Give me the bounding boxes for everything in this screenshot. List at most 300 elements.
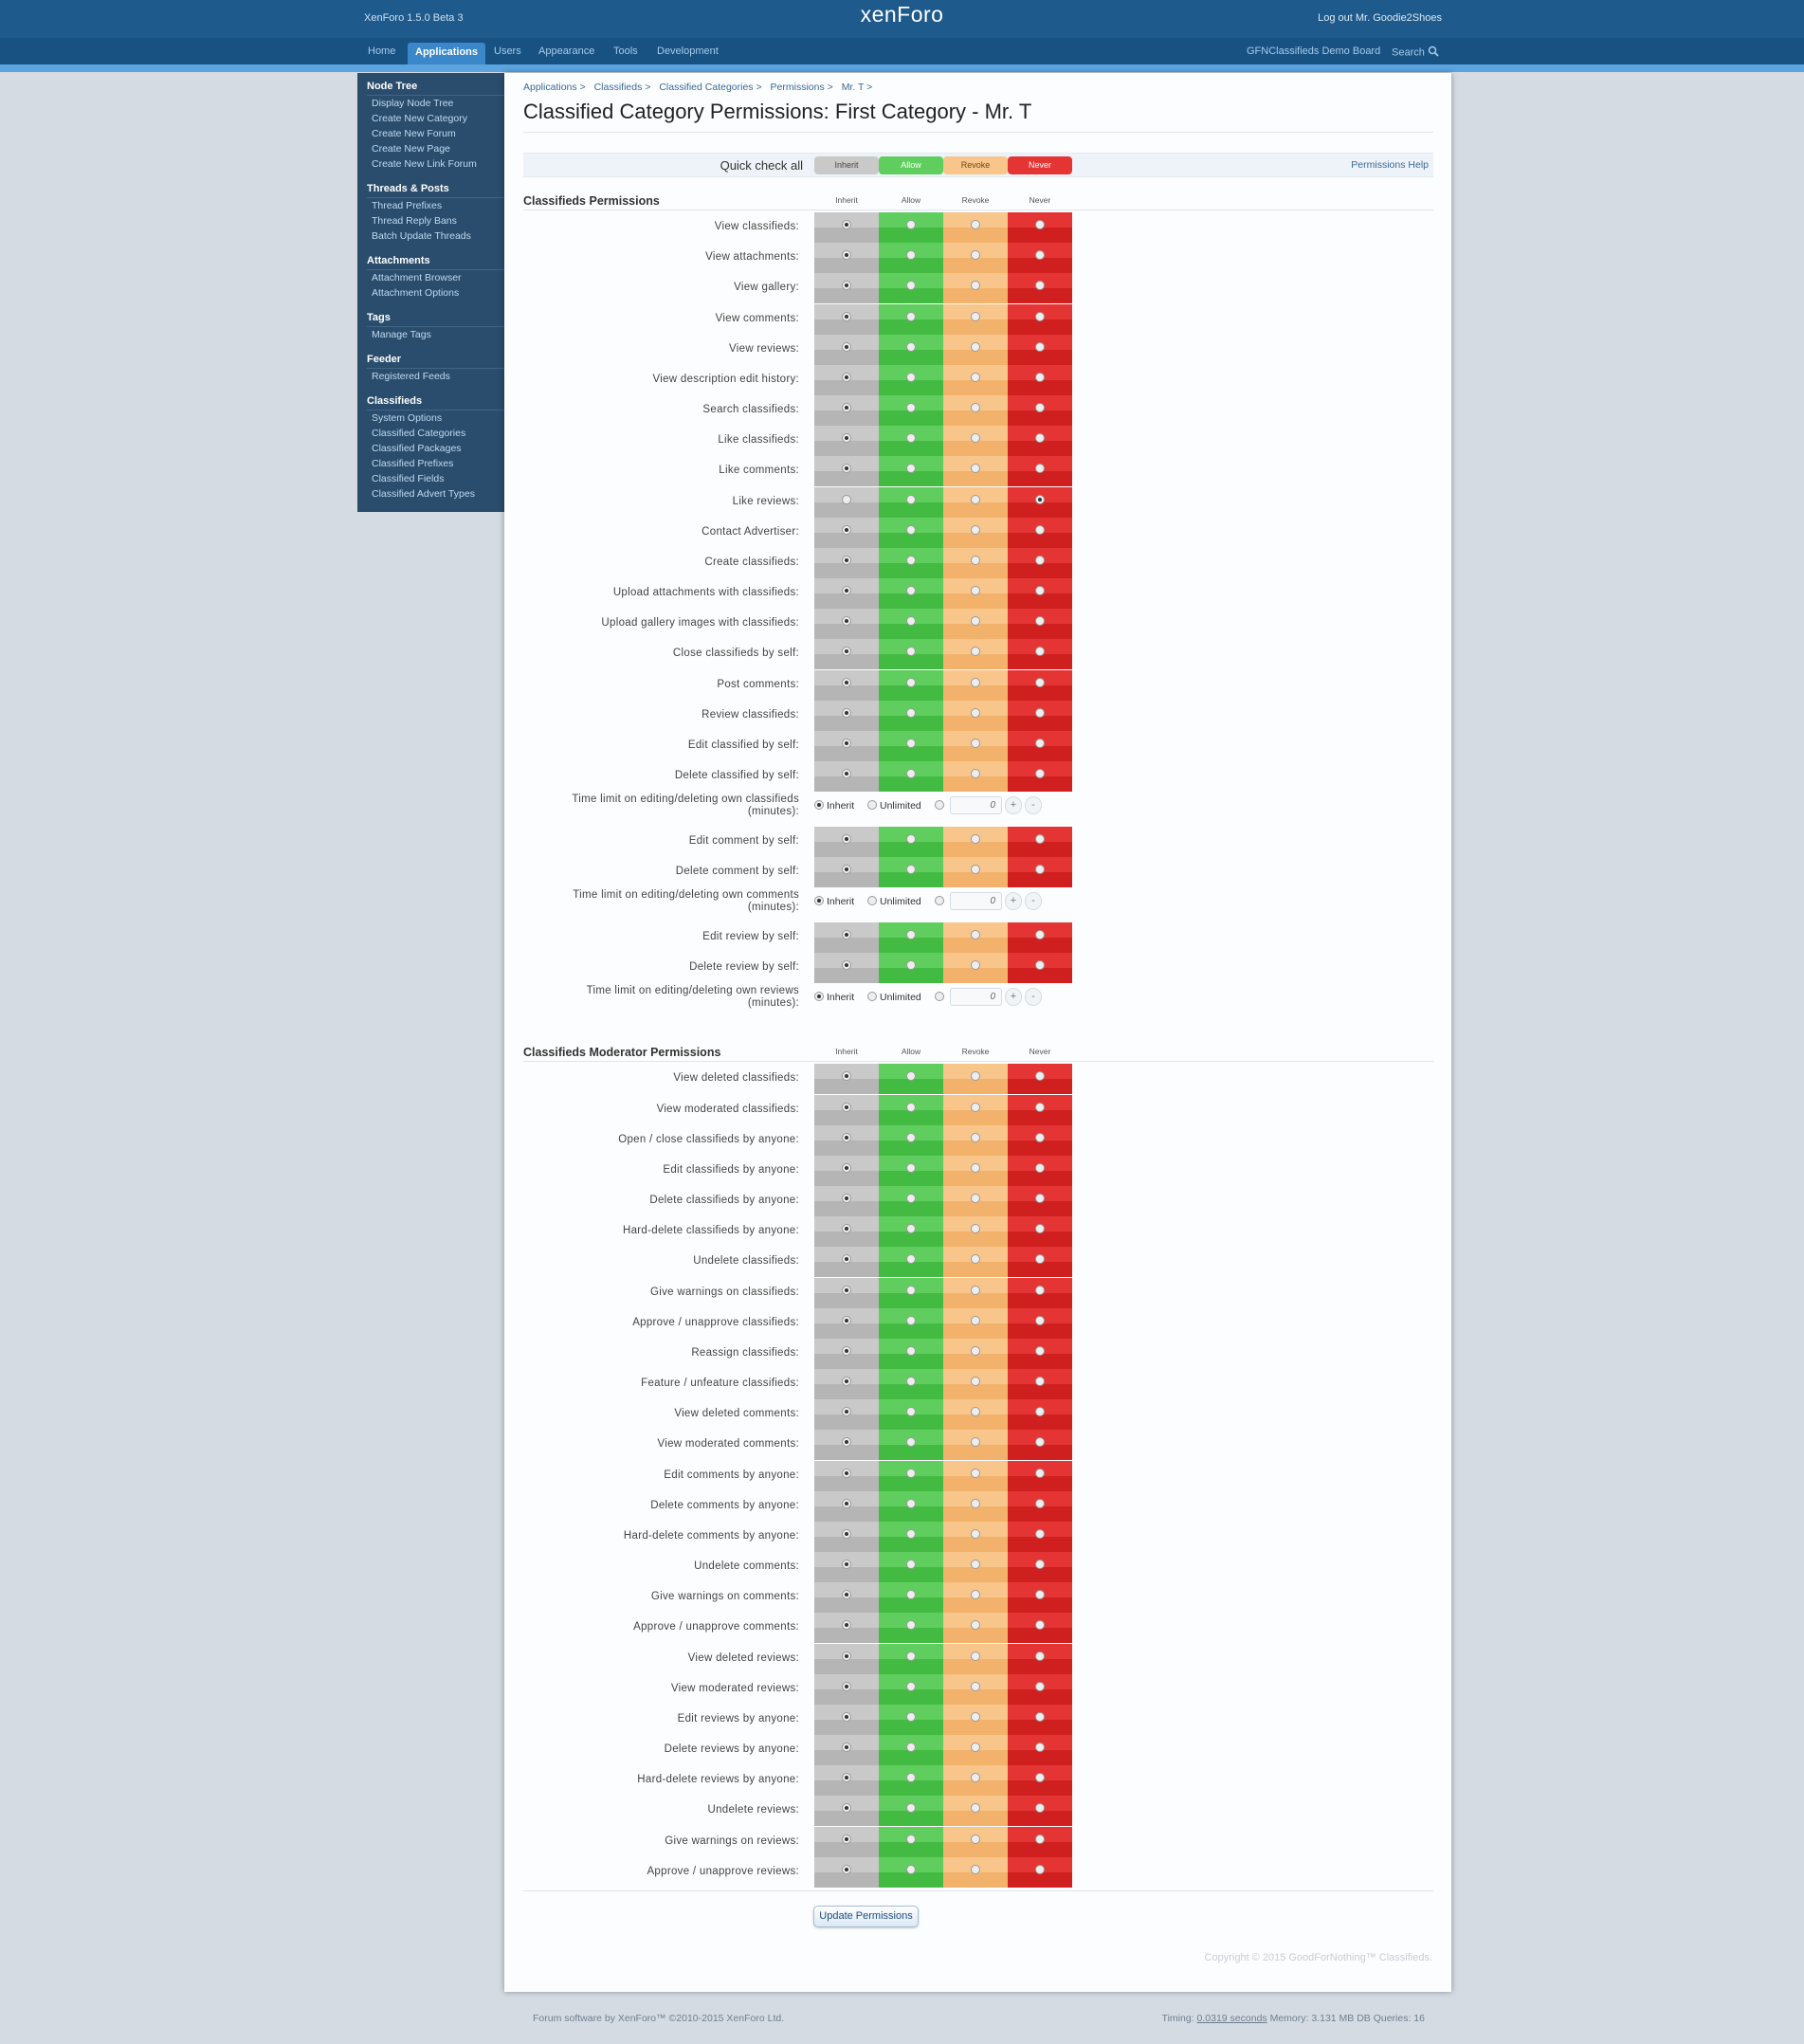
allow-radio[interactable] (906, 1071, 916, 1081)
revoke-radio[interactable] (971, 403, 980, 412)
revoke-radio[interactable] (971, 556, 980, 565)
revoke-radio[interactable] (971, 1803, 980, 1813)
cell-allow[interactable] (879, 1369, 943, 1399)
allow-radio[interactable] (906, 1620, 916, 1630)
cell-allow[interactable] (879, 1644, 943, 1674)
cell-never[interactable] (1008, 1582, 1072, 1613)
never-radio[interactable] (1035, 1529, 1045, 1539)
inherit-radio[interactable] (842, 250, 851, 260)
cell-revoke[interactable] (943, 609, 1008, 639)
allow-radio[interactable] (906, 1803, 916, 1813)
cell-never[interactable] (1008, 1369, 1072, 1399)
cell-allow[interactable] (879, 731, 943, 761)
allow-radio[interactable] (906, 1346, 916, 1356)
cell-inherit[interactable] (814, 1369, 879, 1399)
cell-inherit[interactable] (814, 1705, 879, 1735)
allow-radio[interactable] (906, 1286, 916, 1295)
inherit-radio[interactable] (842, 1133, 851, 1142)
revoke-radio[interactable] (971, 1652, 980, 1661)
inherit-radio[interactable] (842, 403, 851, 412)
allow-radio[interactable] (906, 1865, 916, 1874)
allow-radio[interactable] (906, 1682, 916, 1691)
breadcrumb-permissions[interactable]: Permissions > (770, 82, 833, 93)
revoke-radio[interactable] (971, 930, 980, 940)
cell-revoke[interactable] (943, 1827, 1008, 1857)
xenforo-logo[interactable]: xenForo (860, 2, 944, 27)
revoke-radio[interactable] (971, 1712, 980, 1722)
cell-inherit[interactable] (814, 1674, 879, 1705)
cell-revoke[interactable] (943, 578, 1008, 609)
cell-revoke[interactable] (943, 1308, 1008, 1339)
cell-allow[interactable] (879, 1827, 943, 1857)
never-radio[interactable] (1035, 1071, 1045, 1081)
never-radio[interactable] (1035, 1865, 1045, 1874)
cell-allow[interactable] (879, 1216, 943, 1247)
sidebar-item[interactable]: Registered Feeds (372, 371, 450, 382)
allow-radio[interactable] (906, 1377, 916, 1386)
cell-allow[interactable] (879, 243, 943, 273)
revoke-radio[interactable] (971, 1071, 980, 1081)
breadcrumb-applications[interactable]: Applications > (523, 82, 586, 93)
unlimited-radio[interactable] (867, 992, 877, 1001)
cell-never[interactable] (1008, 395, 1072, 426)
cell-allow[interactable] (879, 518, 943, 548)
cell-allow[interactable] (879, 1705, 943, 1735)
revoke-radio[interactable] (971, 647, 980, 656)
cell-inherit[interactable] (814, 1399, 879, 1430)
cell-never[interactable] (1008, 304, 1072, 335)
allow-radio[interactable] (906, 556, 916, 565)
cell-inherit[interactable] (814, 922, 879, 953)
cell-allow[interactable] (879, 1430, 943, 1460)
inherit-radio[interactable] (842, 312, 851, 321)
cell-never[interactable] (1008, 1461, 1072, 1491)
cell-allow[interactable] (879, 1247, 943, 1277)
cell-revoke[interactable] (943, 487, 1008, 518)
inherit-radio[interactable] (842, 769, 851, 778)
decrement-button[interactable]: - (1025, 988, 1042, 1006)
cell-revoke[interactable] (943, 827, 1008, 857)
never-radio[interactable] (1035, 1652, 1045, 1661)
never-radio[interactable] (1035, 834, 1045, 844)
cell-revoke[interactable] (943, 1461, 1008, 1491)
sidebar-item[interactable]: Create New Category (372, 113, 467, 124)
allow-radio[interactable] (906, 1469, 916, 1478)
cell-never[interactable] (1008, 1735, 1072, 1765)
breadcrumb-classified-categories[interactable]: Classified Categories > (659, 82, 762, 93)
inherit-radio[interactable] (842, 930, 851, 940)
increment-button[interactable]: + (1005, 988, 1022, 1006)
revoke-radio[interactable] (971, 1254, 980, 1264)
allow-radio[interactable] (906, 1316, 916, 1325)
sidebar-item[interactable]: Classified Prefixes (372, 458, 454, 469)
never-radio[interactable] (1035, 1133, 1045, 1142)
cell-inherit[interactable] (814, 1339, 879, 1369)
cell-allow[interactable] (879, 701, 943, 731)
cell-inherit[interactable] (814, 1644, 879, 1674)
cell-revoke[interactable] (943, 273, 1008, 303)
revoke-radio[interactable] (971, 1103, 980, 1112)
cell-inherit[interactable] (814, 487, 879, 518)
revoke-radio[interactable] (971, 865, 980, 874)
logout-link[interactable]: Log out Mr. Goodie2Shoes (1318, 12, 1442, 24)
never-radio[interactable] (1035, 1743, 1045, 1752)
inherit-radio[interactable] (842, 1529, 851, 1539)
revoke-radio[interactable] (971, 1163, 980, 1173)
cell-inherit[interactable] (814, 1552, 879, 1582)
revoke-radio[interactable] (971, 1560, 980, 1569)
cell-allow[interactable] (879, 953, 943, 983)
allow-radio[interactable] (906, 373, 916, 382)
cell-inherit[interactable] (814, 639, 879, 669)
revoke-radio[interactable] (971, 1773, 980, 1782)
cell-allow[interactable] (879, 1613, 943, 1643)
inherit-radio[interactable] (842, 678, 851, 687)
cell-allow[interactable] (879, 212, 943, 243)
cell-revoke[interactable] (943, 1064, 1008, 1094)
inherit-radio[interactable] (842, 616, 851, 626)
cell-never[interactable] (1008, 1186, 1072, 1216)
cell-inherit[interactable] (814, 1095, 879, 1125)
never-radio[interactable] (1035, 1469, 1045, 1478)
revoke-radio[interactable] (971, 373, 980, 382)
cell-never[interactable] (1008, 1705, 1072, 1735)
cell-revoke[interactable] (943, 1674, 1008, 1705)
custom-value-radio[interactable] (935, 800, 944, 810)
cell-revoke[interactable] (943, 1339, 1008, 1369)
allow-radio[interactable] (906, 1254, 916, 1264)
cell-never[interactable] (1008, 273, 1072, 303)
cell-revoke[interactable] (943, 857, 1008, 887)
cell-never[interactable] (1008, 701, 1072, 731)
revoke-radio[interactable] (971, 1346, 980, 1356)
inherit-radio[interactable] (842, 1712, 851, 1722)
cell-allow[interactable] (879, 639, 943, 669)
allow-radio[interactable] (906, 1560, 916, 1569)
cell-inherit[interactable] (814, 1522, 879, 1552)
revoke-radio[interactable] (971, 1224, 980, 1233)
never-radio[interactable] (1035, 250, 1045, 260)
quick-check-never-button[interactable]: Never (1008, 156, 1072, 174)
cell-allow[interactable] (879, 365, 943, 395)
sidebar-item[interactable]: Batch Update Threads (372, 230, 471, 242)
cell-inherit[interactable] (814, 1765, 879, 1796)
never-radio[interactable] (1035, 525, 1045, 535)
timing-link[interactable]: 0.0319 seconds (1196, 2013, 1267, 2024)
cell-inherit[interactable] (814, 212, 879, 243)
cell-never[interactable] (1008, 548, 1072, 578)
cell-allow[interactable] (879, 1735, 943, 1765)
cell-never[interactable] (1008, 1216, 1072, 1247)
cell-revoke[interactable] (943, 1125, 1008, 1156)
inherit-radio[interactable] (842, 342, 851, 352)
minutes-input[interactable]: 0 (950, 988, 1002, 1006)
sidebar-item[interactable]: Create New Link Forum (372, 158, 477, 170)
cell-revoke[interactable] (943, 1247, 1008, 1277)
cell-allow[interactable] (879, 609, 943, 639)
inherit-radio[interactable] (842, 708, 851, 718)
inherit-radio[interactable] (842, 373, 851, 382)
allow-radio[interactable] (906, 930, 916, 940)
cell-allow[interactable] (879, 395, 943, 426)
cell-allow[interactable] (879, 456, 943, 486)
allow-radio[interactable] (906, 586, 916, 595)
cell-revoke[interactable] (943, 1644, 1008, 1674)
inherit-option[interactable] (814, 799, 854, 812)
tab-home[interactable]: Home (368, 46, 396, 57)
cell-never[interactable] (1008, 827, 1072, 857)
revoke-radio[interactable] (971, 1834, 980, 1844)
cell-revoke[interactable] (943, 1796, 1008, 1826)
inherit-radio[interactable] (842, 1834, 851, 1844)
revoke-radio[interactable] (971, 1469, 980, 1478)
never-radio[interactable] (1035, 1803, 1045, 1813)
revoke-radio[interactable] (971, 1865, 980, 1874)
cell-revoke[interactable] (943, 456, 1008, 486)
revoke-radio[interactable] (971, 1133, 980, 1142)
cell-revoke[interactable] (943, 1613, 1008, 1643)
cell-revoke[interactable] (943, 1186, 1008, 1216)
never-radio[interactable] (1035, 1590, 1045, 1599)
revoke-radio[interactable] (971, 834, 980, 844)
allow-radio[interactable] (906, 739, 916, 748)
inherit-radio[interactable] (842, 960, 851, 970)
inherit-radio[interactable] (842, 1865, 851, 1874)
cell-inherit[interactable] (814, 335, 879, 365)
revoke-radio[interactable] (971, 1377, 980, 1386)
cell-allow[interactable] (879, 827, 943, 857)
quick-check-revoke-button[interactable]: Revoke (943, 156, 1008, 174)
inherit-radio[interactable] (842, 281, 851, 290)
cell-inherit[interactable] (814, 1308, 879, 1339)
cell-allow[interactable] (879, 857, 943, 887)
cell-never[interactable] (1008, 1857, 1072, 1888)
inherit-radio[interactable] (842, 1652, 851, 1661)
allow-radio[interactable] (906, 281, 916, 290)
cell-inherit[interactable] (814, 1064, 879, 1094)
cell-allow[interactable] (879, 761, 943, 792)
cell-never[interactable] (1008, 1674, 1072, 1705)
revoke-radio[interactable] (971, 1499, 980, 1508)
unlimited-option[interactable] (867, 799, 921, 812)
revoke-radio[interactable] (971, 1529, 980, 1539)
inherit-radio[interactable] (814, 800, 824, 810)
cell-allow[interactable] (879, 1278, 943, 1308)
allow-radio[interactable] (906, 403, 916, 412)
cell-revoke[interactable] (943, 243, 1008, 273)
inherit-radio[interactable] (842, 1682, 851, 1691)
cell-never[interactable] (1008, 1278, 1072, 1308)
revoke-radio[interactable] (971, 464, 980, 473)
cell-revoke[interactable] (943, 1582, 1008, 1613)
never-radio[interactable] (1035, 1103, 1045, 1112)
inherit-radio[interactable] (842, 1224, 851, 1233)
cell-revoke[interactable] (943, 953, 1008, 983)
cell-inherit[interactable] (814, 548, 879, 578)
revoke-radio[interactable] (971, 708, 980, 718)
cell-inherit[interactable] (814, 578, 879, 609)
sidebar-item[interactable]: Display Node Tree (372, 98, 454, 109)
sidebar-item[interactable]: Manage Tags (372, 329, 431, 340)
cell-allow[interactable] (879, 1308, 943, 1339)
revoke-radio[interactable] (971, 616, 980, 626)
cell-never[interactable] (1008, 212, 1072, 243)
custom-value-radio[interactable] (935, 992, 944, 1001)
sidebar-item[interactable]: Classified Advert Types (372, 488, 475, 500)
allow-radio[interactable] (906, 865, 916, 874)
increment-button[interactable]: + (1005, 892, 1022, 910)
never-radio[interactable] (1035, 220, 1045, 229)
never-radio[interactable] (1035, 403, 1045, 412)
never-radio[interactable] (1035, 1194, 1045, 1203)
cell-allow[interactable] (879, 1522, 943, 1552)
inherit-radio[interactable] (842, 1316, 851, 1325)
revoke-radio[interactable] (971, 1286, 980, 1295)
tab-applications[interactable]: Applications (408, 43, 485, 64)
cell-allow[interactable] (879, 1399, 943, 1430)
allow-radio[interactable] (906, 1743, 916, 1752)
inherit-radio[interactable] (842, 495, 851, 504)
cell-never[interactable] (1008, 1399, 1072, 1430)
allow-radio[interactable] (906, 647, 916, 656)
tab-development[interactable]: Development (657, 46, 719, 57)
cell-never[interactable] (1008, 1064, 1072, 1094)
cell-revoke[interactable] (943, 1522, 1008, 1552)
cell-revoke[interactable] (943, 701, 1008, 731)
cell-revoke[interactable] (943, 1735, 1008, 1765)
inherit-radio[interactable] (842, 220, 851, 229)
cell-inherit[interactable] (814, 1216, 879, 1247)
allow-radio[interactable] (906, 1652, 916, 1661)
sidebar-item[interactable]: Classified Categories (372, 428, 466, 439)
cell-never[interactable] (1008, 487, 1072, 518)
allow-radio[interactable] (906, 1407, 916, 1416)
never-radio[interactable] (1035, 464, 1045, 473)
cell-never[interactable] (1008, 578, 1072, 609)
never-radio[interactable] (1035, 647, 1045, 656)
unlimited-option[interactable] (867, 895, 921, 907)
revoke-radio[interactable] (971, 769, 980, 778)
never-radio[interactable] (1035, 1254, 1045, 1264)
never-radio[interactable] (1035, 1834, 1045, 1844)
sidebar-item[interactable]: Attachment Options (372, 287, 460, 299)
cell-allow[interactable] (879, 1095, 943, 1125)
allow-radio[interactable] (906, 678, 916, 687)
cell-never[interactable] (1008, 1095, 1072, 1125)
cell-inherit[interactable] (814, 1735, 879, 1765)
inherit-radio[interactable] (842, 1346, 851, 1356)
revoke-radio[interactable] (971, 342, 980, 352)
cell-never[interactable] (1008, 1522, 1072, 1552)
cell-allow[interactable] (879, 1156, 943, 1186)
never-radio[interactable] (1035, 281, 1045, 290)
tab-appearance[interactable]: Appearance (538, 46, 595, 57)
cell-inherit[interactable] (814, 1186, 879, 1216)
sidebar-item[interactable]: Thread Reply Bans (372, 215, 457, 227)
cell-revoke[interactable] (943, 670, 1008, 701)
cell-never[interactable] (1008, 1430, 1072, 1460)
cell-inherit[interactable] (814, 731, 879, 761)
allow-radio[interactable] (906, 960, 916, 970)
cell-inherit[interactable] (814, 1461, 879, 1491)
revoke-radio[interactable] (971, 1620, 980, 1630)
cell-revoke[interactable] (943, 1491, 1008, 1522)
cell-never[interactable] (1008, 1125, 1072, 1156)
cell-never[interactable] (1008, 243, 1072, 273)
tab-tools[interactable]: Tools (613, 46, 638, 57)
inherit-radio[interactable] (842, 1071, 851, 1081)
breadcrumb-classifieds[interactable]: Classifieds > (593, 82, 651, 93)
cell-never[interactable] (1008, 857, 1072, 887)
never-radio[interactable] (1035, 865, 1045, 874)
cell-revoke[interactable] (943, 731, 1008, 761)
cell-inherit[interactable] (814, 365, 879, 395)
inherit-radio[interactable] (842, 1103, 851, 1112)
cell-inherit[interactable] (814, 1796, 879, 1826)
never-radio[interactable] (1035, 1163, 1045, 1173)
cell-revoke[interactable] (943, 1552, 1008, 1582)
cell-revoke[interactable] (943, 1705, 1008, 1735)
never-radio[interactable] (1035, 1224, 1045, 1233)
never-radio[interactable] (1035, 960, 1045, 970)
cell-allow[interactable] (879, 1461, 943, 1491)
custom-value-option[interactable] (935, 799, 947, 812)
sidebar-item[interactable]: Create New Page (372, 143, 450, 155)
allow-radio[interactable] (906, 495, 916, 504)
revoke-radio[interactable] (971, 1316, 980, 1325)
revoke-radio[interactable] (971, 220, 980, 229)
inherit-radio[interactable] (842, 1194, 851, 1203)
cell-allow[interactable] (879, 1857, 943, 1888)
cell-allow[interactable] (879, 1796, 943, 1826)
cell-allow[interactable] (879, 273, 943, 303)
cell-revoke[interactable] (943, 922, 1008, 953)
cell-inherit[interactable] (814, 953, 879, 983)
unlimited-option[interactable] (867, 991, 921, 1003)
allow-radio[interactable] (906, 220, 916, 229)
allow-radio[interactable] (906, 1773, 916, 1782)
revoke-radio[interactable] (971, 1682, 980, 1691)
cell-inherit[interactable] (814, 857, 879, 887)
cell-never[interactable] (1008, 1644, 1072, 1674)
cell-revoke[interactable] (943, 395, 1008, 426)
never-radio[interactable] (1035, 1316, 1045, 1325)
cell-inherit[interactable] (814, 426, 879, 456)
never-radio[interactable] (1035, 1773, 1045, 1782)
inherit-radio[interactable] (842, 1803, 851, 1813)
inherit-radio[interactable] (842, 464, 851, 473)
inherit-radio[interactable] (842, 586, 851, 595)
never-radio[interactable] (1035, 1377, 1045, 1386)
allow-radio[interactable] (906, 708, 916, 718)
revoke-radio[interactable] (971, 1194, 980, 1203)
cell-never[interactable] (1008, 1827, 1072, 1857)
allow-radio[interactable] (906, 342, 916, 352)
inherit-option[interactable] (814, 991, 854, 1003)
revoke-radio[interactable] (971, 525, 980, 535)
cell-allow[interactable] (879, 1491, 943, 1522)
cell-allow[interactable] (879, 578, 943, 609)
cell-allow[interactable] (879, 1552, 943, 1582)
cell-allow[interactable] (879, 1064, 943, 1094)
tab-users[interactable]: Users (494, 46, 521, 57)
inherit-radio[interactable] (842, 1163, 851, 1173)
cell-never[interactable] (1008, 1491, 1072, 1522)
allow-radio[interactable] (906, 1499, 916, 1508)
allow-radio[interactable] (906, 1103, 916, 1112)
cell-inherit[interactable] (814, 1827, 879, 1857)
allow-radio[interactable] (906, 1194, 916, 1203)
